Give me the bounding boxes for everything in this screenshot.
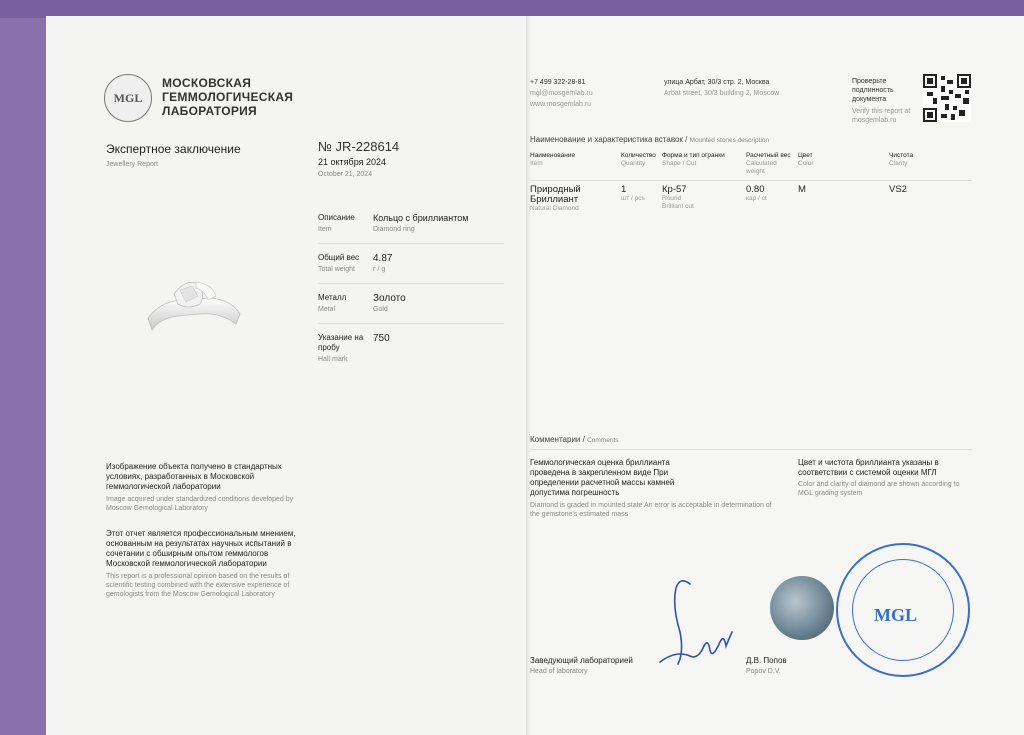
image-note: Изображение объекта получено в стандартных условиях, разработанных в Московской геммологической лаборатории xyxy=(106,462,282,491)
col-header-label: Форма и тип огранки xyxy=(662,152,725,159)
comments-divider xyxy=(530,449,972,450)
verify-text-en: Verify this report at mosgemlab.ru xyxy=(852,108,911,124)
divider xyxy=(318,283,504,284)
spec-label: Металл xyxy=(318,293,347,302)
stamp-text: MGL xyxy=(874,605,917,625)
logo-text: MGL xyxy=(113,90,143,105)
stones-section-title xyxy=(530,135,769,144)
verify-text: Проверьте подлинность документа xyxy=(852,78,894,103)
image-note-en: Image acquired under standardized conditions developed by Moscow Gemological Laboratory xyxy=(106,496,294,512)
col-header-label-en: Calculated weight xyxy=(746,160,777,175)
divider xyxy=(318,243,504,244)
col-header-label-en: Color xyxy=(798,160,814,167)
comment-grading-en: Color and clarity of diamond are shown according to MGL grading system xyxy=(798,481,960,497)
cell-value: 0.80 xyxy=(746,184,765,195)
col-header-label-en: Clarity xyxy=(889,160,908,167)
qr-code-icon[interactable] xyxy=(923,74,971,122)
spec-value-en: Diamond ring xyxy=(373,226,415,233)
cell-value: M xyxy=(798,184,806,195)
lab-logo xyxy=(104,74,152,122)
spec-label-en: Hall mark xyxy=(318,356,348,363)
table-divider xyxy=(530,180,972,181)
comment-mounted-en: Diamond is graded in mounted state An error is acceptable in determination of the gemstone's estimated mass xyxy=(530,502,772,518)
spec-label-en: Item xyxy=(318,226,332,233)
hologram-seal xyxy=(770,576,834,640)
phone: +7 499 322-28-81 xyxy=(530,79,586,86)
spec-label-en: Total weight xyxy=(318,266,355,273)
website: www.mosgemlab.ru xyxy=(530,101,592,108)
spec-label: Описание xyxy=(318,213,355,222)
org-name-line: ЛАБОРАТОРИЯ xyxy=(162,104,257,118)
section-title-ru: Наименование и характеристика вставок / xyxy=(530,135,688,144)
lab-stamp xyxy=(836,543,970,677)
contact-block xyxy=(530,77,593,110)
spec-label: Указание на пробу xyxy=(318,333,364,352)
col-header-quantity xyxy=(621,152,661,168)
report-date: 21 октября 2024 xyxy=(318,157,387,167)
opinion-note: Этот отчет является профессиональным мнением, основанным на результатах научных испытаний в сочетании с обширным опытом геммологов Московской геммологической лаборатории xyxy=(106,529,296,568)
spec-value-en: г / g xyxy=(373,266,386,273)
cell-value: Кр-57 xyxy=(662,184,687,195)
col-header-shape xyxy=(662,152,747,168)
col-header-label: Количество xyxy=(621,152,656,159)
cell-clarity xyxy=(889,185,929,195)
spec-label: Общий вес xyxy=(318,253,360,262)
signer-role: Заведующий лабораторией xyxy=(530,656,633,665)
col-header-weight xyxy=(746,152,796,176)
verify-block xyxy=(852,77,914,125)
cell-quantity xyxy=(621,185,661,203)
cell-value-en: кар / ct xyxy=(746,195,767,202)
col-header-label-en: Shape / Cut xyxy=(662,160,697,167)
divider xyxy=(318,323,504,324)
col-header-label-en: Quantity xyxy=(621,160,646,167)
col-header-label: Наименование xyxy=(530,152,576,159)
cell-color xyxy=(798,185,828,195)
col-header-label: Расчетный вес xyxy=(746,152,791,159)
cell-item xyxy=(530,185,610,213)
cell-value-en: Natural Diamond xyxy=(530,205,579,212)
org-name xyxy=(162,76,293,118)
comments-section-title xyxy=(530,435,619,444)
cell-value: 1 xyxy=(621,184,627,195)
comment-grading: Цвет и чистота бриллианта указаны в соответствии с системой оценки МГЛ xyxy=(798,458,939,477)
spec-value: 750 xyxy=(373,333,390,344)
signer-name: Д.В. Попов xyxy=(746,656,787,665)
cell-value: VS2 xyxy=(889,184,907,195)
report-date-en: October 21, 2024 xyxy=(318,171,373,178)
cell-value-en: шт / pcs xyxy=(621,195,645,202)
col-header-label-en: Item xyxy=(530,160,543,167)
col-header-label: Чистота xyxy=(889,152,914,159)
cell-weight xyxy=(746,185,796,203)
opinion-note-en: This report is a professional opinion based on the results of scientific testing combined with the extensive experience of gemologists from the Moscow Gemological Laboratory xyxy=(106,573,290,598)
signer-role-en: Head of laboratory xyxy=(530,668,588,675)
cell-value: Природный Бриллиант xyxy=(530,184,581,205)
spec-value: Золото xyxy=(373,293,406,304)
spec-label-en: Metal xyxy=(318,306,336,313)
spec-value: Кольцо с бриллиантом xyxy=(373,213,469,223)
signer-name-en: Popov D.V. xyxy=(746,668,781,675)
col-header-clarity xyxy=(889,152,939,168)
report-number: № JR-228614 xyxy=(318,139,400,154)
cell-value-en: Round Brilliant cut xyxy=(662,195,694,210)
col-header-label: Цвет xyxy=(798,152,813,159)
left-page xyxy=(46,16,528,735)
report-title: Экспертное заключение xyxy=(106,142,241,156)
spec-value: 4.87 xyxy=(373,253,393,264)
org-name-line: МОСКОВСКАЯ xyxy=(162,76,252,90)
email: mgl@mosgemlab.ru xyxy=(530,90,593,97)
address: улица Арбат, 30/3 стр. 2, Москва xyxy=(664,79,770,86)
signature-image xyxy=(650,572,740,672)
col-header-item xyxy=(530,152,610,168)
address-block xyxy=(664,77,814,99)
comment-mounted: Геммологическая оценка бриллианта проведена в закрепленном виде При определении расчетной массы камней допустима погрешность xyxy=(530,458,675,497)
cell-shape xyxy=(662,185,722,211)
col-header-color xyxy=(798,152,838,168)
section-title-ru: Комментарии / xyxy=(530,435,585,444)
ring-image xyxy=(140,268,250,338)
address-en: Arbat street, 30/3 building 2, Moscow xyxy=(664,90,780,97)
section-title-en: Mounted stones description xyxy=(689,137,770,144)
report-title-en: Jewellery Report xyxy=(106,161,159,168)
org-name-line: ГЕММОЛОГИЧЕСКАЯ xyxy=(162,90,294,104)
section-title-en: Comments xyxy=(587,437,619,444)
spec-value-en: Gold xyxy=(373,306,388,313)
